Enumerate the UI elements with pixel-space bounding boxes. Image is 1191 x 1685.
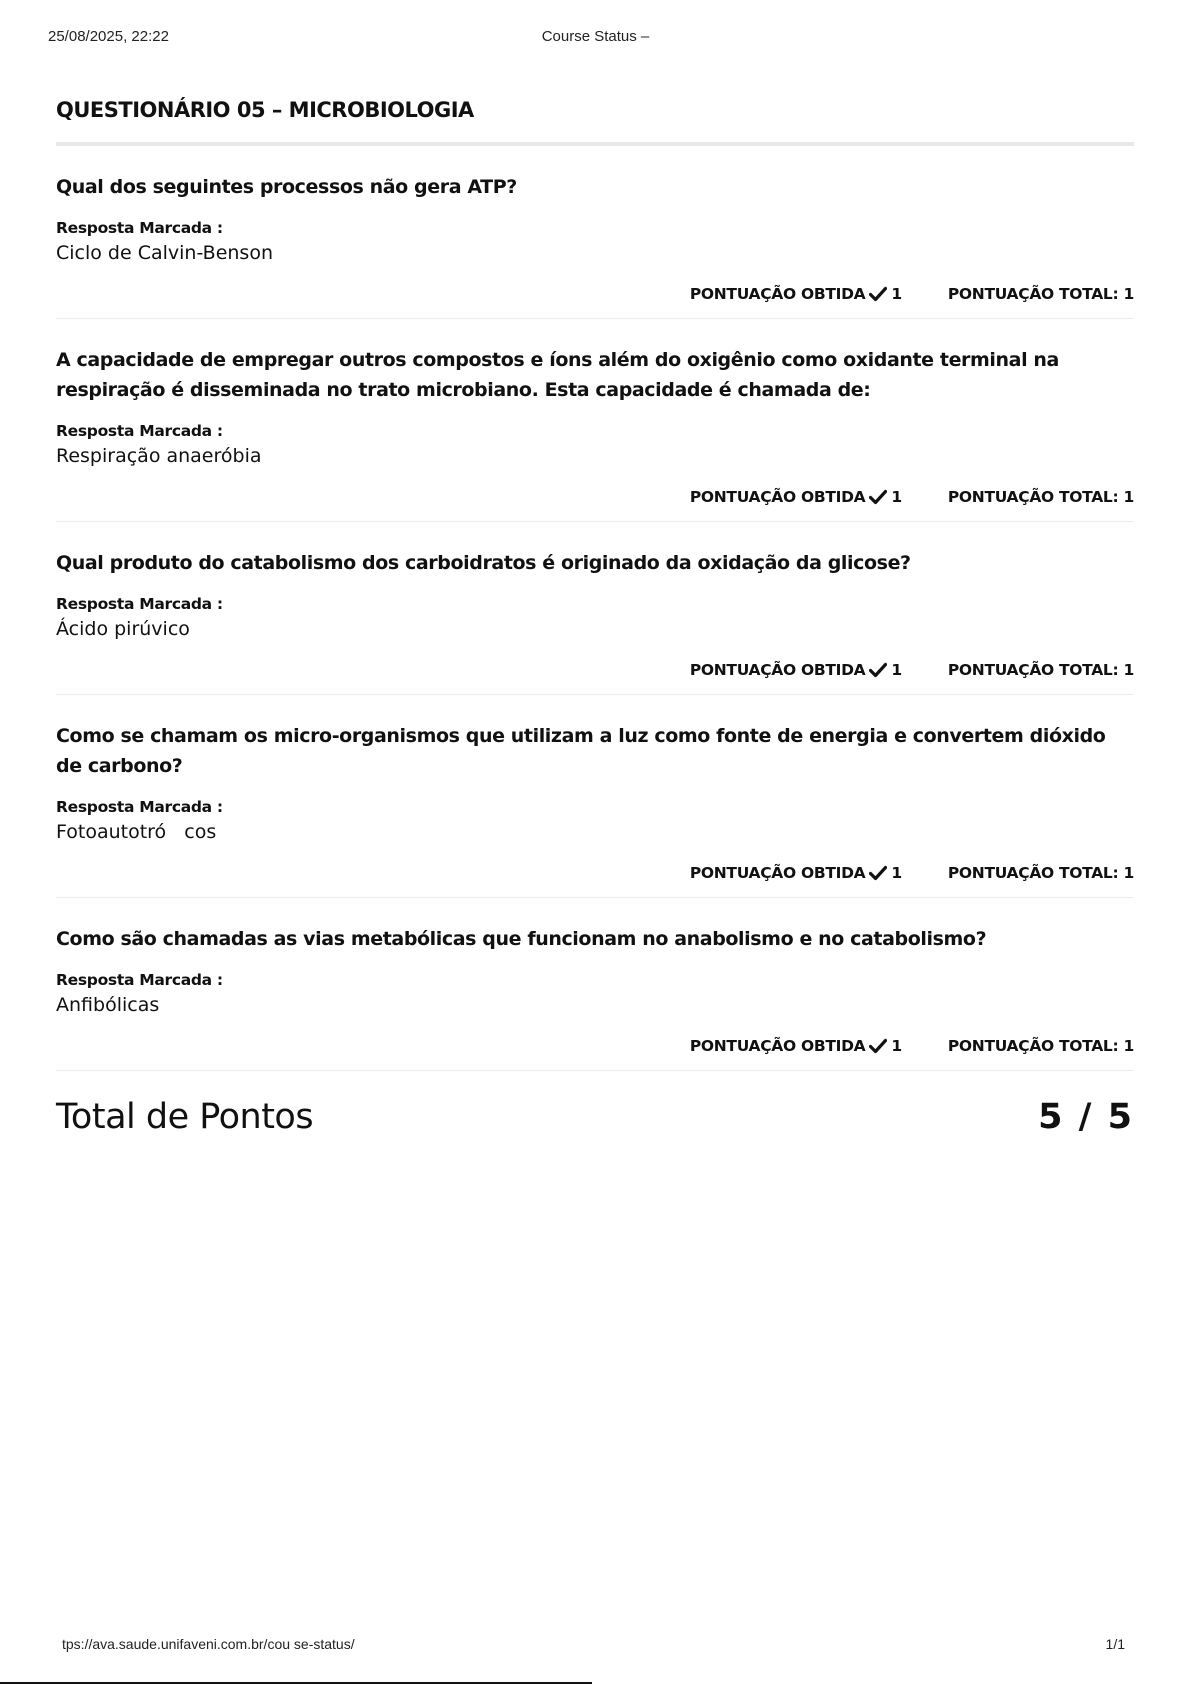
question-item (56, 898, 1134, 1071)
score-row (56, 1036, 1134, 1056)
score-row (56, 284, 1134, 304)
question-text: Qual dos seguintes processos não gera ATP? (56, 176, 517, 198)
score-total-value: 1 (1123, 285, 1134, 303)
score-obtained (690, 487, 902, 507)
print-page-number: 1/1 (1105, 1636, 1125, 1652)
print-document-title: Course Status – (541, 28, 650, 45)
question-text: Como são chamadas as vias metabólicas que funcionam no anabolismo e no catabolismo? (56, 928, 987, 950)
question-text: A capacidade de empregar outros compostos e íons além do oxigênio como oxidante terminal na respiração é disseminada no trato microbiano. Esta capacidade é chamada de: (56, 349, 1059, 401)
quiz-title: QUESTIONÁRIO 05 – MICROBIOLOGIA (56, 98, 1134, 146)
score-row (56, 660, 1134, 680)
score-total (948, 660, 1134, 680)
score-total (948, 487, 1134, 507)
question-text: Qual produto do catabolismo dos carboidratos é originado da oxidação da glicose? (56, 552, 911, 574)
print-timestamp: 25/08/2025, 22:22 (48, 28, 169, 45)
score-total-label: PONTUAÇÃO TOTAL: (947, 661, 1119, 679)
score-obtained (690, 1036, 902, 1056)
print-header (48, 28, 1143, 52)
score-obtained (690, 284, 902, 304)
marked-answer: Ciclo de Calvin-Benson (56, 242, 273, 264)
score-obtained-value: 1 (891, 661, 902, 679)
answer-label: Resposta Marcada : (56, 422, 223, 440)
check-icon (869, 286, 887, 302)
score-total-value: 1 (1123, 661, 1134, 679)
answer-label: Resposta Marcada : (56, 595, 223, 613)
score-total-value: 1 (1123, 864, 1134, 882)
score-total-label: PONTUAÇÃO TOTAL: (947, 285, 1119, 303)
total-points-label: Total de Pontos (56, 1097, 314, 1137)
total-points-value: 5 / 5 (1038, 1097, 1134, 1137)
score-obtained-label: PONTUAÇÃO OBTIDA (689, 488, 866, 506)
score-total (948, 284, 1134, 304)
marked-answer: Fotoautotró cos (56, 821, 217, 843)
print-url: tps://ava.saude.unifaveni.com.br/cou se-status/ (62, 1636, 355, 1652)
quiz-results (56, 98, 1134, 1137)
answer-label: Resposta Marcada : (56, 219, 223, 237)
question-item (56, 146, 1134, 319)
score-obtained-value: 1 (891, 1037, 902, 1055)
question-item (56, 522, 1134, 695)
score-row (56, 863, 1134, 883)
question-item (56, 319, 1134, 522)
answer-label: Resposta Marcada : (56, 798, 223, 816)
marked-answer: Anfibólicas (56, 994, 160, 1016)
answer-label: Resposta Marcada : (56, 971, 223, 989)
check-icon (869, 1038, 887, 1054)
score-total-label: PONTUAÇÃO TOTAL: (947, 1037, 1119, 1055)
score-total-label: PONTUAÇÃO TOTAL: (947, 488, 1119, 506)
score-total (948, 1036, 1134, 1056)
check-icon (869, 489, 887, 505)
score-obtained-label: PONTUAÇÃO OBTIDA (689, 1037, 866, 1055)
check-icon (869, 865, 887, 881)
score-total-value: 1 (1123, 488, 1134, 506)
question-item (56, 695, 1134, 898)
score-obtained-value: 1 (891, 488, 902, 506)
score-total-label: PONTUAÇÃO TOTAL: (947, 864, 1119, 882)
score-obtained-value: 1 (891, 864, 902, 882)
marked-answer: Ácido pirúvico (56, 618, 190, 640)
score-total-value: 1 (1123, 1037, 1134, 1055)
score-obtained-label: PONTUAÇÃO OBTIDA (689, 285, 866, 303)
check-icon (869, 662, 887, 678)
total-points-row (56, 1097, 1134, 1137)
score-total (948, 863, 1134, 883)
footer-divider (0, 1682, 592, 1684)
score-obtained-value: 1 (891, 285, 902, 303)
score-obtained-label: PONTUAÇÃO OBTIDA (689, 864, 866, 882)
score-obtained (690, 660, 902, 680)
score-obtained (690, 863, 902, 883)
question-text: Como se chamam os micro-organismos que utilizam a luz como fonte de energia e convertem dióxido de carbono? (56, 725, 1106, 777)
score-row (56, 487, 1134, 507)
marked-answer: Respiração anaeróbia (56, 445, 262, 467)
score-obtained-label: PONTUAÇÃO OBTIDA (689, 661, 866, 679)
